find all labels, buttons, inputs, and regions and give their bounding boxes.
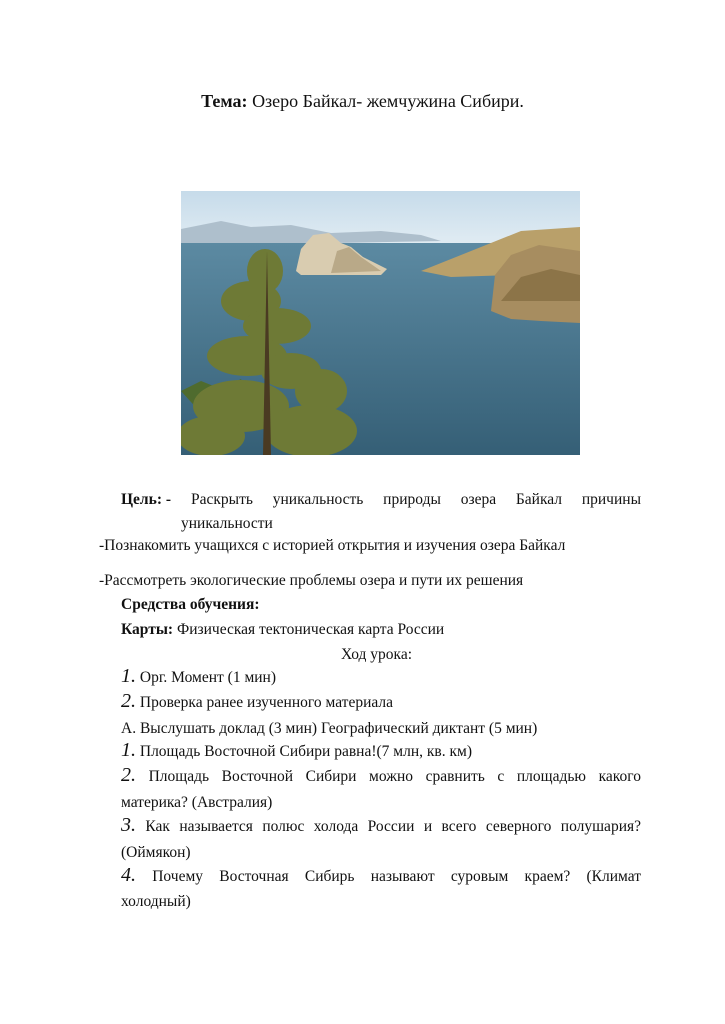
step-2 [121,692,393,712]
step-2-text: Проверка ранее изученного материала [136,694,393,711]
bullet-2: -Рассмотреть экологические проблемы озера и пути их решения [99,572,524,589]
title-text: Озеро Байкал- жемчужина Сибири. [247,91,524,111]
question-2-line-2: материка? (Австралия) [121,794,273,811]
page-title [0,91,725,112]
goal-line-2: уникальности [181,515,273,532]
question-4-line-2: холодный) [121,893,191,910]
question-4-text: Почему Восточная Сибирь называют суровым краем? (Климат [136,868,641,885]
question-2-text: Площадь Восточной Сибири можно сравнить с площадью какого [136,768,641,785]
bullet-1: -Познакомить учащихся с историей открытия и изучения озера Байкал [99,537,566,554]
task-a: А. Выслушать доклад (3 мин) Географический диктант (5 мин) [121,720,538,737]
question-3 [121,816,641,836]
means-label: Средства обучения: [121,596,260,613]
title-label: Тема: [201,91,248,111]
step-1-text: Орг. Момент (1 мин) [136,669,277,686]
goal-line-1: Раскрыть уникальность природы озера Байкал причины [191,491,641,508]
step-2-number: 2. [121,690,136,712]
question-2 [121,766,641,786]
step-1 [121,667,276,687]
question-4 [121,866,641,886]
course-heading: Ход урока: [341,646,413,663]
question-2-number: 2. [121,764,136,786]
goal-label-row [121,490,171,509]
goal-label: Цель: - [121,491,172,508]
question-1-number: 1. [121,739,136,761]
maps-label: Карты: [121,621,174,638]
maps-text: Физическая тектоническая карта России [173,621,445,638]
question-3-text: Как называется полюс холода России и всего северного полушария? [136,818,641,835]
maps-row [121,620,444,639]
question-4-number: 4. [121,864,136,886]
question-1-text: Площадь Восточной Сибири равна!(7 млн, кв. км) [136,743,472,760]
means-heading [121,595,260,614]
lake-baikal-photo [181,191,580,455]
question-1 [121,741,472,761]
step-1-number: 1. [121,665,136,687]
question-3-number: 3. [121,814,136,836]
question-3-line-2: (Оймякон) [121,844,191,861]
